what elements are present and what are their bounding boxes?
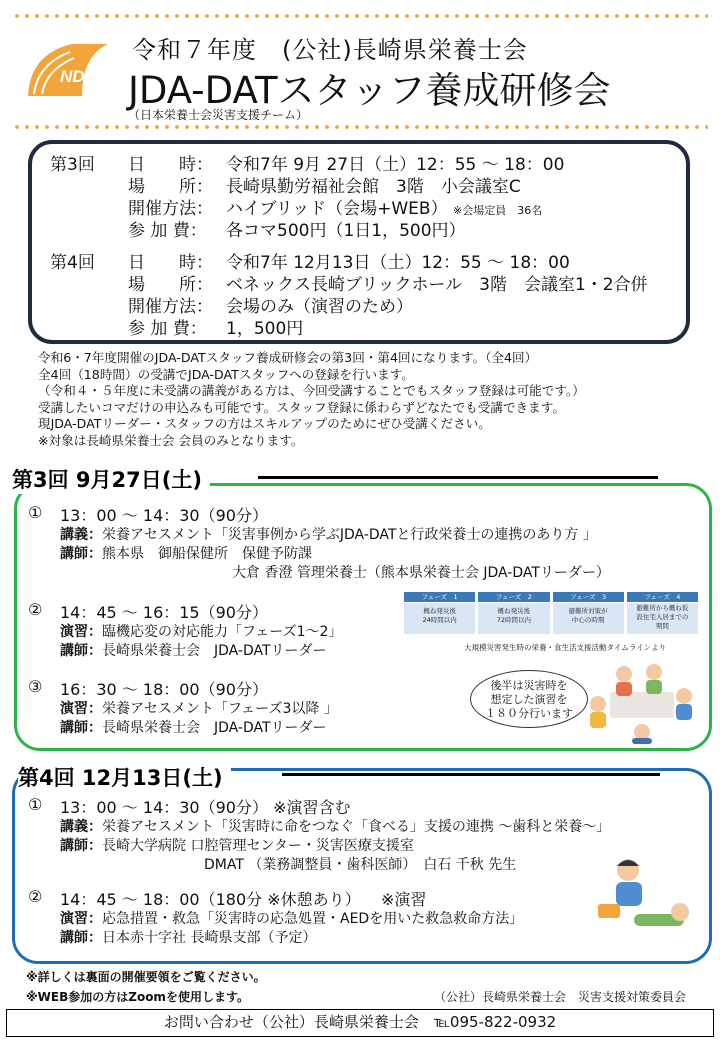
phase-cell: 避難所対策が 中心の時期 [553, 603, 624, 634]
d4-item1-num: ① [28, 795, 43, 814]
d3-item1-type-label: 講義： [60, 527, 102, 543]
d3-item1-lecturer-label: 講師： [60, 546, 102, 562]
committee-name: （公社）長崎県栄養士会 災害支援対策委員会 [434, 990, 687, 1004]
d4-item2-lecturer-label: 講師： [60, 930, 102, 946]
d4-item1-lecturer-name: DMAT （業務調整員・歯科医師） 白石 千秋 先生 [204, 857, 517, 873]
s3-date-label: 日 時： [128, 155, 213, 175]
s3-method-note: ※会場定員 36名 [453, 204, 543, 217]
intro-line: 令和6・7年度開催のJDA-DATスタッフ養成研修会の第3回・第4回になります。（全4回） [38, 350, 538, 365]
s4-session: 第4回 [50, 253, 95, 273]
s4-date: 令和7年 12月13日（土）12：55 ～ 18：00 [226, 253, 570, 273]
d3-item1-num: ① [28, 503, 43, 522]
d3-item3-num: ③ [28, 677, 43, 696]
d3-item1-lecturer: 熊本県 御船保健所 保健予防課 [102, 546, 312, 562]
s4-fee: 1，500円 [226, 319, 304, 339]
d4-item2-type-label: 演習： [60, 911, 102, 927]
d3-item2-time: 14：45 ～ 16：15（90分） [60, 603, 268, 622]
top-dotted-divider [12, 13, 708, 19]
s3-place: 長崎県勤労福祉会館 3階 小会議室C [226, 177, 521, 197]
d3-item2-type-label: 演習： [60, 624, 102, 640]
s4-fee-label: 参 加 費： [128, 319, 207, 339]
d3-item2-lecturer: 長崎県栄養士会 JDA-DATリーダー [102, 643, 327, 659]
d4-item1-topic: 栄養アセスメント「災害時に命をつなぐ「食べる」支援の連携 ～歯科と栄養～」 [102, 819, 611, 835]
bubble-line: １８０分行います [485, 707, 573, 720]
d3-item3-lecturer: 長崎県栄養士会 JDA-DATリーダー [102, 720, 327, 736]
logo-text: NDA [60, 67, 97, 86]
s4-method: 会場のみ（演習のため） [226, 297, 413, 317]
header-dotted-divider [12, 124, 708, 130]
phase-header: フェーズ 1 [404, 592, 475, 602]
s3-fee: 各コマ500円（1日1，500円） [226, 221, 466, 241]
s3-date: 令和7年 9月 27日（土）12：55 ～ 18：00 [226, 155, 565, 175]
phase-header: フェーズ 2 [478, 592, 549, 602]
d4-item2-topic: 応急措置・救急「災害時の応急処置・AEDを用いた救急救命方法」 [102, 911, 524, 927]
workshop-illustration [584, 652, 700, 744]
d3-item3-time: 16：30 ～ 18：00（90分） [60, 680, 268, 699]
s3-place-label: 場 所： [128, 177, 213, 197]
footer-note-1: ※詳しくは裏面の開催要領をご覧ください。 [26, 970, 266, 984]
org-line: 令和７年度 (公社)長崎県栄養士会 [132, 36, 528, 64]
phase-header: フェーズ 4 [627, 592, 698, 602]
s3-method: ハイブリッド（会場+WEB） [226, 199, 448, 219]
intro-line: 全4回（18時間）の受講でJDA-DATスタッフへの登録を行います。 [38, 366, 414, 382]
d3-item2-topic: 臨機応変の対応能力「フェーズ1～2」 [102, 624, 343, 640]
contact-bar: お問い合わせ（公社）長崎県栄養士会 ℡095-822-0932 [6, 1009, 714, 1037]
d3-item3-topic: 栄養アセスメント「フェーズ3以降 」 [102, 701, 338, 717]
page-subtitle: （日本栄養士会災害支援チーム） [128, 108, 309, 122]
d4-item1-lecturer-label: 講師： [60, 838, 102, 854]
day4-heading: 第4回 12月13日(土) [18, 762, 231, 792]
s3-session: 第3回 [50, 155, 95, 175]
s4-place: ベネックス長崎ブリックホール 3階 会議室1・2合併 [226, 275, 648, 295]
intro-line: 現JDA-DATリーダー・スタッフの方はスキルアップのためにぜひ受講ください。 [38, 416, 491, 431]
d4-item1-note: ※演習含む [273, 798, 351, 817]
d4-item2-num: ② [28, 887, 43, 906]
nda-logo [22, 36, 114, 106]
intro-line: ※対象は長崎県栄養士会 会員のみとなります。 [38, 432, 304, 448]
d3-item1-time: 13：00 ～ 14：30（90分） [60, 506, 268, 525]
d3-item2-lecturer-label: 講師： [60, 643, 102, 659]
d4-item2-lecturer: 日本赤十字社 長崎県支部（予定） [102, 930, 317, 946]
phase-cell: 概ね発災後 24時間以内 [404, 603, 475, 634]
phase-timeline-table [404, 592, 698, 638]
d4-item1-lecturer: 長崎大学病院 口腔管理センター・災害医療支援室 [102, 838, 414, 854]
d4-item2-note: ※演習 [381, 890, 427, 909]
s4-date-label: 日 時： [128, 253, 213, 273]
footer-note-2: ※WEB参加の方はZoomを使用します。 [26, 990, 249, 1004]
phase-cell: 概ね発災後 72時間以内 [478, 603, 549, 634]
bubble-line: 後半は災害時を [490, 679, 568, 692]
phase-table-caption: 大規模災害発生時の栄養・食生活支援活動タイムラインより [464, 643, 667, 652]
d4-item1-time: 13：00 ～ 14：30（90分） [60, 798, 268, 817]
d4-item1-type-label: 講義： [60, 819, 102, 835]
d3-item3-lecturer-label: 講師： [60, 720, 102, 736]
bubble-line: 想定した演習を [490, 693, 568, 706]
first-aid-illustration [590, 852, 692, 934]
d3-item2-num: ② [28, 600, 43, 619]
s4-place-label: 場 所： [128, 275, 213, 295]
day3-heading-rule [258, 476, 658, 479]
day3-heading: 第3回 9月27日(土) [12, 464, 210, 494]
phase-header: フェーズ 3 [553, 592, 624, 602]
s3-fee-label: 参 加 費： [128, 221, 207, 241]
s3-method-label: 開催方法： [128, 199, 213, 219]
d3-item3-type-label: 演習： [60, 701, 102, 717]
d4-item2-time: 14：45 ～ 18：00（180分 ※休憩あり） [60, 890, 361, 909]
d3-item1-topic: 栄養アセスメント「災害事例から学ぶJDA-DATと行政栄養士の連携のあり方 」 [102, 527, 597, 543]
intro-line: 受講したいコマだけの申込みも可能です。スタッフ登録に係わらずどなたでも受講できます。 [38, 399, 565, 415]
d3-item1-lecturer-name: 大倉 香澄 管理栄養士（熊本県栄養士会 JDA-DATリーダー） [232, 565, 610, 581]
phase-cell: 避難所から概ね仮 設住宅入居までの 期間 [627, 603, 698, 634]
day4-heading-rule [282, 773, 660, 776]
intro-line: （令和４・５年度に未受講の講義がある方は、今回受講することでもスタッフ登録は可能です。） [38, 383, 585, 398]
intro-paragraph [38, 350, 698, 449]
page-title: JDA-DATスタッフ養成研修会 [128, 69, 611, 112]
s4-method-label: 開催方法： [128, 297, 213, 317]
note-bubble [470, 670, 588, 728]
